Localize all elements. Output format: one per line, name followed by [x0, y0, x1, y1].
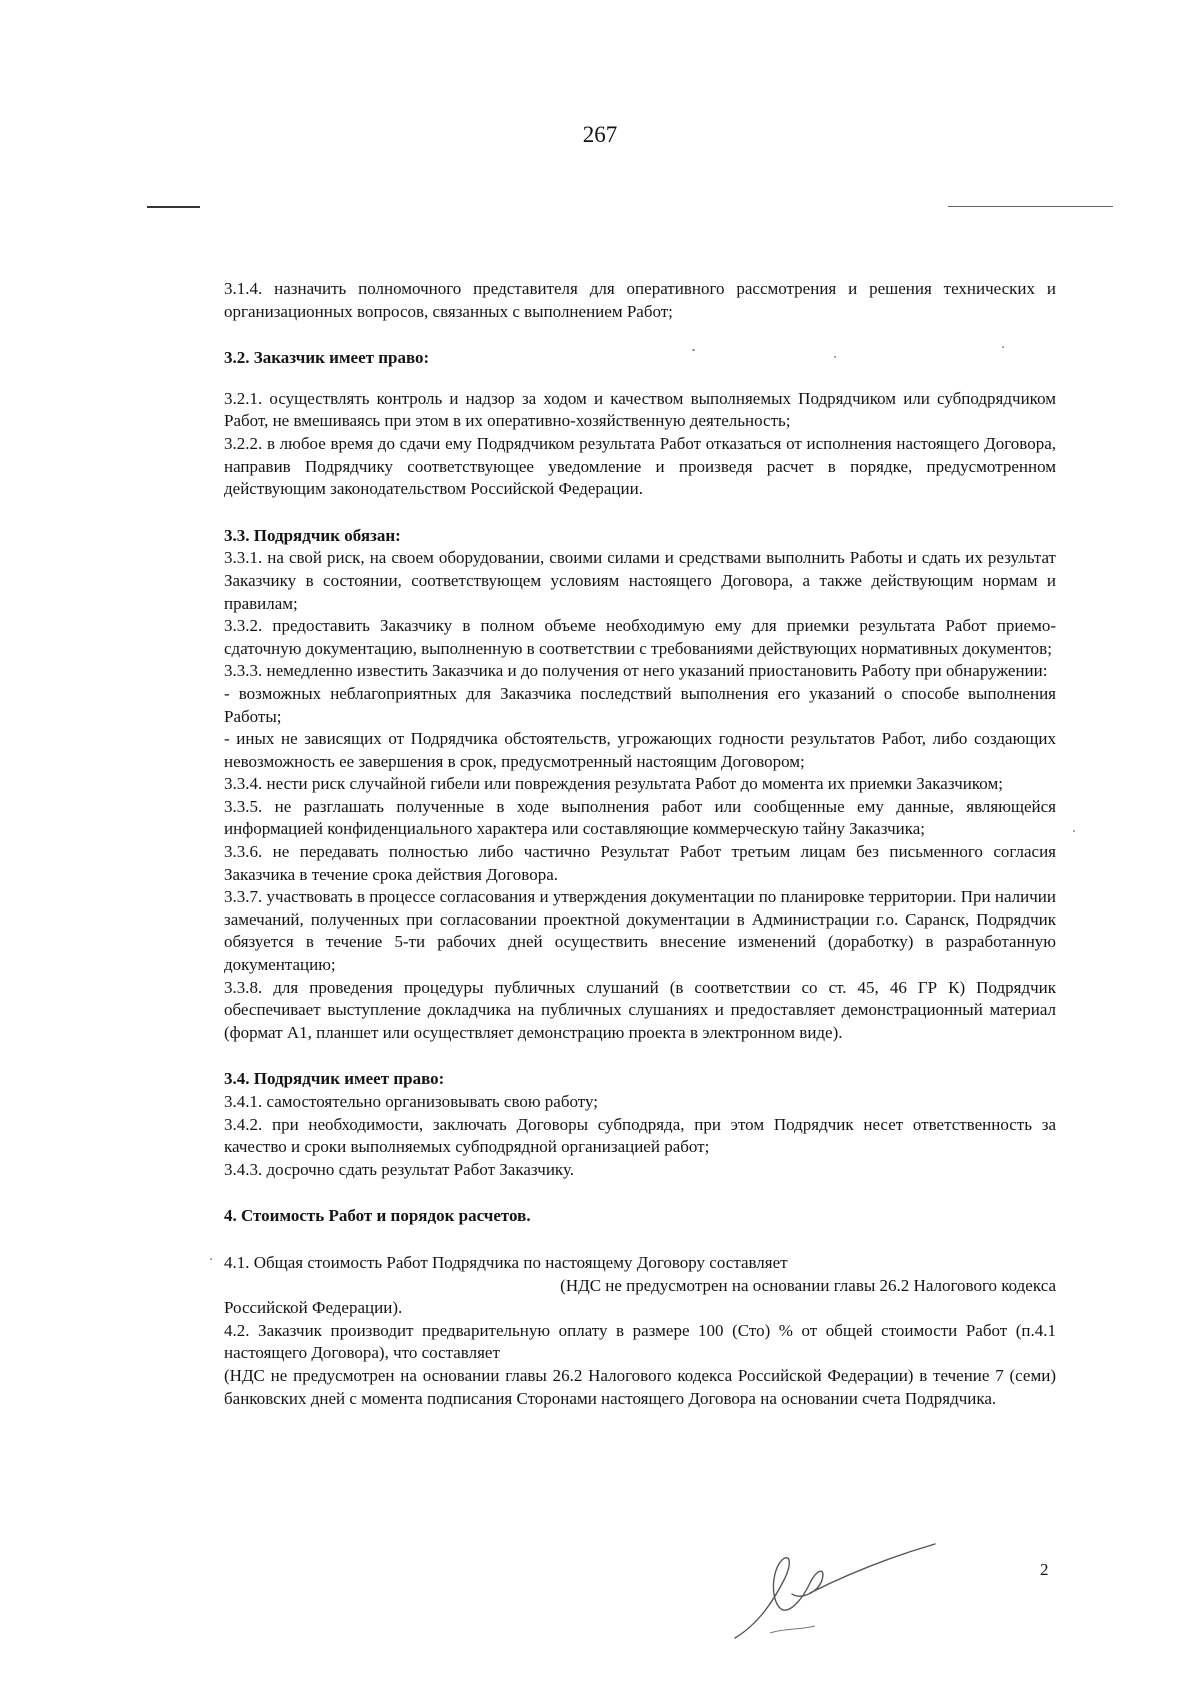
clause-3-2-1: 3.2.1. осуществлять контроль и надзор за ходом и качеством выполняемых Подрядчиком или субподрядчиком Работ, не вмешиваясь при этом в их оперативно-хозяйственную деятельность; [224, 388, 1056, 431]
scan-speck [834, 356, 836, 358]
clause-3-3-1: 3.3.1. на свой риск, на своем оборудовании, своими силами и средствами выполнить Работы и сдать их результат Заказчику в состоянии, соответствующем условиям настоящего Договора, а также действующим нормам и правилам; [224, 548, 1056, 613]
clause-3-3-3-a: - возможных неблагоприятных для Заказчика последствий выполнения его указаний о способе выполнения Работы; [224, 683, 1056, 726]
clause-3-4-2: 3.4.2. при необходимости, заключать Договоры субподряда, при этом Подрядчик несет ответственность за качество и сроки выполняемых субподрядной организацией работ; [224, 1114, 1056, 1157]
clause-3-3-3: 3.3.3. немедленно известить Заказчика и до получения от него указаний приостановить Работу при обнаружении: [224, 661, 1048, 681]
clause-4-1-line2: (НДС не предусмотрен на основании главы 26.2 Налогового кодекса [560, 1275, 1056, 1295]
clause-3-3-7: 3.3.7. участвовать в процессе согласования и утверждения документации по планировке территории. При наличии замечаний, полученных при согласовании проектной документации в Администрации г.о. Саранск, Подрядчик обязуется в течение 5-ти рабочих дней осуществить внесение изменений (доработку) в разработанную документацию; [224, 887, 1056, 975]
clause-3-3-6: 3.3.6. не передавать полностью либо частично Результат Работ третьим лицам без письменного согласия Заказчика в течение срока действия Договора. [224, 842, 1056, 884]
clause-3-4-1: 3.4.1. самостоятельно организовывать свою работу; [224, 1092, 598, 1111]
clause-3-3-4: 3.3.4. нести риск случайной гибели или повреждения результата Работ до момента их приемки Заказчиком; [224, 774, 1003, 794]
header-rule-left [147, 206, 200, 208]
document-body [224, 278, 1056, 1410]
clause-4-2: 4.2. Заказчик производит предварительную оплату в размере 100 (Сто) % от общей стоимости Работ (п.4.1 настоящего Договора), что составляет [224, 1320, 1056, 1363]
signature [730, 1538, 960, 1648]
page-number-bottom: 2 [1040, 1560, 1049, 1579]
scan-speck [1002, 346, 1004, 348]
clause-3-3-2: 3.3.2. предоставить Заказчику в полном объеме необходимую ему для приемки результата Работ приемо-сдаточную документацию, выполненную в соответствии с требованиями действующих нормативных документов; [224, 616, 1056, 658]
clause-4-1-line3: Российской Федерации). [224, 1298, 403, 1318]
scan-speck [692, 349, 695, 351]
scan-speck [210, 1258, 212, 1260]
clause-4-2-cont: (НДС не предусмотрен на основании главы 26.2 Налогового кодекса Российской Федерации) в течение 7 (семи) банковских дней с момента подписания Сторонами настоящего Договора на основании счета Подрядчика. [224, 1365, 1056, 1408]
heading-3-4: 3.4. Подрядчик имеет право: [224, 1069, 445, 1089]
clause-3-3-3-b: - иных не зависящих от Подрядчика обстоятельств, угрожающих годности результатов Работ, либо создающих невозможность ее завершения в срок, предусмотренный настоящим Договором; [224, 729, 1056, 771]
clause-4-1-line1: 4.1. Общая стоимость Работ Подрядчика по настоящему Договору составляет [224, 1252, 788, 1272]
heading-3-2: 3.2. Заказчик имеет право: [224, 348, 430, 368]
clause-3-2-2: 3.2.2. в любое время до сдачи ему Подрядчиком результата Работ отказаться от исполнения настоящего Договора, направив Подрядчику соответствующее уведомление и произведя расчет в порядке, предусмотренном действующим законодательством Российской Федерации. [224, 433, 1056, 499]
scan-speck [1073, 830, 1075, 832]
heading-4: 4. Стоимость Работ и порядок расчетов. [224, 1206, 531, 1226]
header-rule-right [948, 206, 1113, 207]
clause-3-1-4: 3.1.4. назначить полномочного представителя для оперативного рассмотрения и решения технических и организационных вопросов, связанных с выполнением Работ; [224, 279, 1056, 321]
clause-3-3-8: 3.3.8. для проведения процедуры публичных слушаний (в соответствии со ст. 45, 46 ГР К) Подрядчик обеспечивает выступление докладчика на публичных слушаниях и предоставляет демонстрационный материал (формат А1, планшет или осуществляет демонстрацию проекта в электронном виде). [224, 977, 1056, 1042]
clause-3-3-5: 3.3.5. не разглашать полученные в ходе выполнения работ или сообщенные ему данные, являющейся информацией конфиденциального характера или составляющие коммерческую тайну Заказчика; [224, 796, 1056, 839]
clause-3-4-3: 3.4.3. досрочно сдать результат Работ Заказчику. [224, 1159, 574, 1179]
page-number-top: 267 [582, 122, 618, 147]
heading-3-3: 3.3. Подрядчик обязан: [224, 525, 401, 545]
